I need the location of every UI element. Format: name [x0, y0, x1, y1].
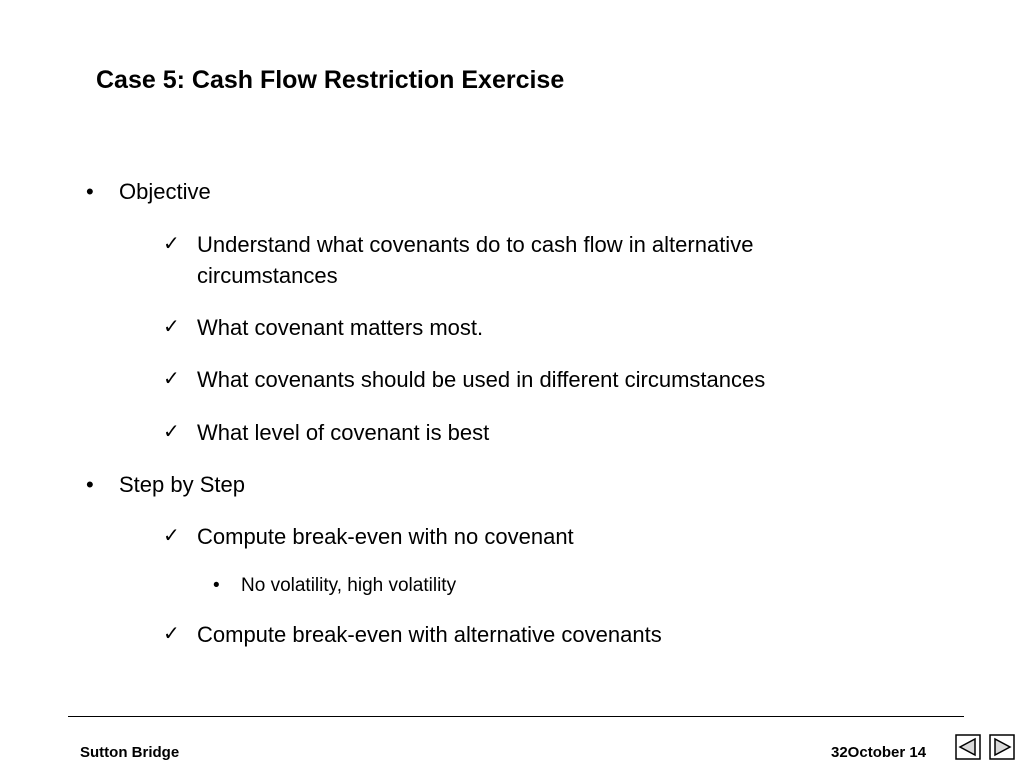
check-icon: ✓ — [163, 368, 180, 390]
bullet-step-by-step — [86, 469, 245, 500]
sub-bullet-volatility — [213, 573, 456, 599]
bullet-marker: • — [86, 179, 94, 204]
check-item-level — [163, 417, 863, 448]
bullet-objective — [86, 176, 211, 207]
check-icon: ✓ — [163, 233, 180, 255]
bullet-label: Step by Step — [119, 472, 245, 497]
check-item-label: What covenant matters most. — [197, 315, 484, 340]
check-item-label: Compute break-even with alternative covenants — [197, 622, 662, 647]
check-icon: ✓ — [163, 421, 180, 443]
check-item-label: What level of covenant is best — [197, 420, 490, 445]
check-icon: ✓ — [163, 525, 180, 547]
check-item-label: Understand what covenants do to cash flow in alternative circumstances — [197, 232, 754, 288]
next-slide-icon — [989, 734, 1015, 760]
footer-page-date: 32October 14 — [831, 744, 927, 761]
next-slide-button[interactable] — [989, 734, 1015, 760]
check-icon: ✓ — [163, 623, 180, 645]
check-item-alternative-covenants — [163, 619, 863, 650]
footer-source: Sutton Bridge — [80, 744, 180, 761]
check-item-label: What covenants should be used in different circumstances — [197, 367, 766, 392]
check-item-understand — [163, 229, 863, 291]
bullet-marker: • — [213, 575, 220, 596]
check-icon: ✓ — [163, 316, 180, 338]
footer-divider — [68, 716, 964, 717]
bullet-label: Objective — [119, 179, 211, 204]
check-item-matters-most — [163, 312, 863, 343]
previous-slide-icon — [955, 734, 981, 760]
sub-bullet-label: No volatility, high volatility — [241, 575, 457, 596]
check-item-no-covenant — [163, 521, 863, 552]
check-item-which-covenants — [163, 364, 863, 395]
bullet-marker: • — [86, 472, 94, 497]
check-item-label: Compute break-even with no covenant — [197, 524, 574, 549]
slide-title: Case 5: Cash Flow Restriction Exercise — [96, 66, 565, 94]
previous-slide-button[interactable] — [955, 734, 981, 760]
